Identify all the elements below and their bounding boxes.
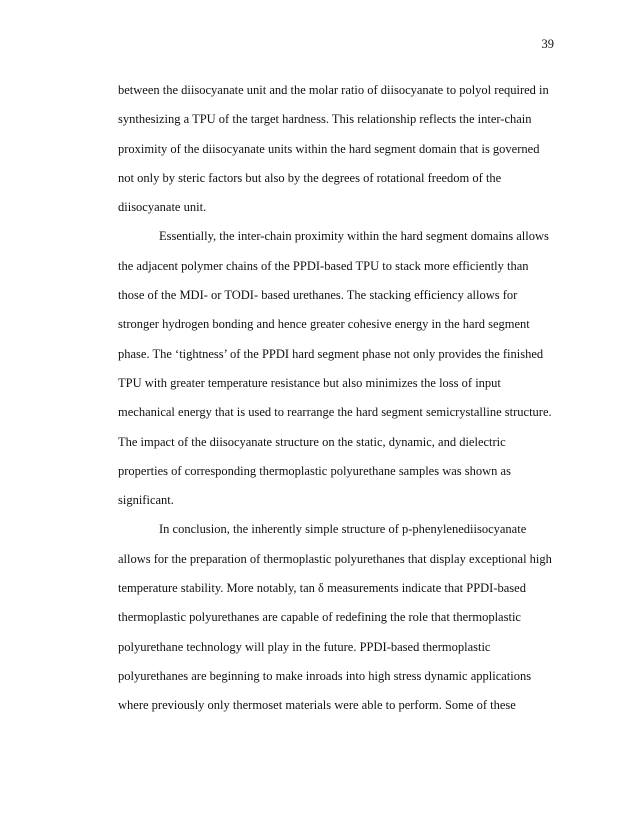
text-line: allows for the preparation of thermoplastic polyurethanes that display exceptional high — [118, 551, 552, 566]
text-line: diisocyanate unit. — [118, 200, 207, 215]
paragraph-first-line: In conclusion, the inherently simple structure of p-phenylenediisocyanate — [159, 522, 527, 537]
text-line: polyurethane technology will play in the future. PPDI-based thermoplastic — [118, 639, 491, 654]
text-line: phase. The ‘tightness’ of the PPDI hard segment phase not only provides the finished — [118, 346, 544, 361]
text-line: significant. — [118, 493, 174, 508]
text-line: The impact of the diisocyanate structure on the static, dynamic, and dielectric — [118, 434, 506, 449]
text-line: those of the MDI- or TODI- based urethanes. The stacking efficiency allows for — [118, 288, 518, 303]
paragraph-first-line: Essentially, the inter-chain proximity within the hard segment domains allows — [159, 229, 549, 244]
text-line: synthesizing a TPU of the target hardness. This relationship reflects the inter-chain — [118, 112, 532, 127]
text-line: thermoplastic polyurethanes are capable of redefining the role that thermoplastic — [118, 610, 521, 625]
text-line: mechanical energy that is used to rearrange the hard segment semicrystalline structure. — [118, 405, 552, 420]
text-line: stronger hydrogen bonding and hence greater cohesive energy in the hard segment — [118, 317, 530, 332]
text-line: temperature stability. More notably, tan δ measurements indicate that PPDI-based — [118, 581, 526, 596]
text-line: the adjacent polymer chains of the PPDI-based TPU to stack more efficiently than — [118, 258, 529, 273]
body-text — [118, 76, 552, 721]
text-line: between the diisocyanate unit and the molar ratio of diisocyanate to polyol required in — [118, 83, 549, 97]
text-line: not only by steric factors but also by the degrees of rotational freedom of the — [118, 170, 502, 185]
text-line: TPU with greater temperature resistance but also minimizes the loss of input — [118, 375, 501, 390]
text-line: proximity of the diisocyanate units within the hard segment domain that is governed — [118, 141, 540, 156]
text-line: properties of corresponding thermoplastic polyurethane samples was shown as — [118, 463, 511, 478]
text-line: where previously only thermoset materials were able to perform. Some of these — [118, 698, 516, 713]
text-line: polyurethanes are beginning to make inroads into high stress dynamic applications — [118, 668, 532, 683]
page-number: 39 — [541, 37, 554, 51]
